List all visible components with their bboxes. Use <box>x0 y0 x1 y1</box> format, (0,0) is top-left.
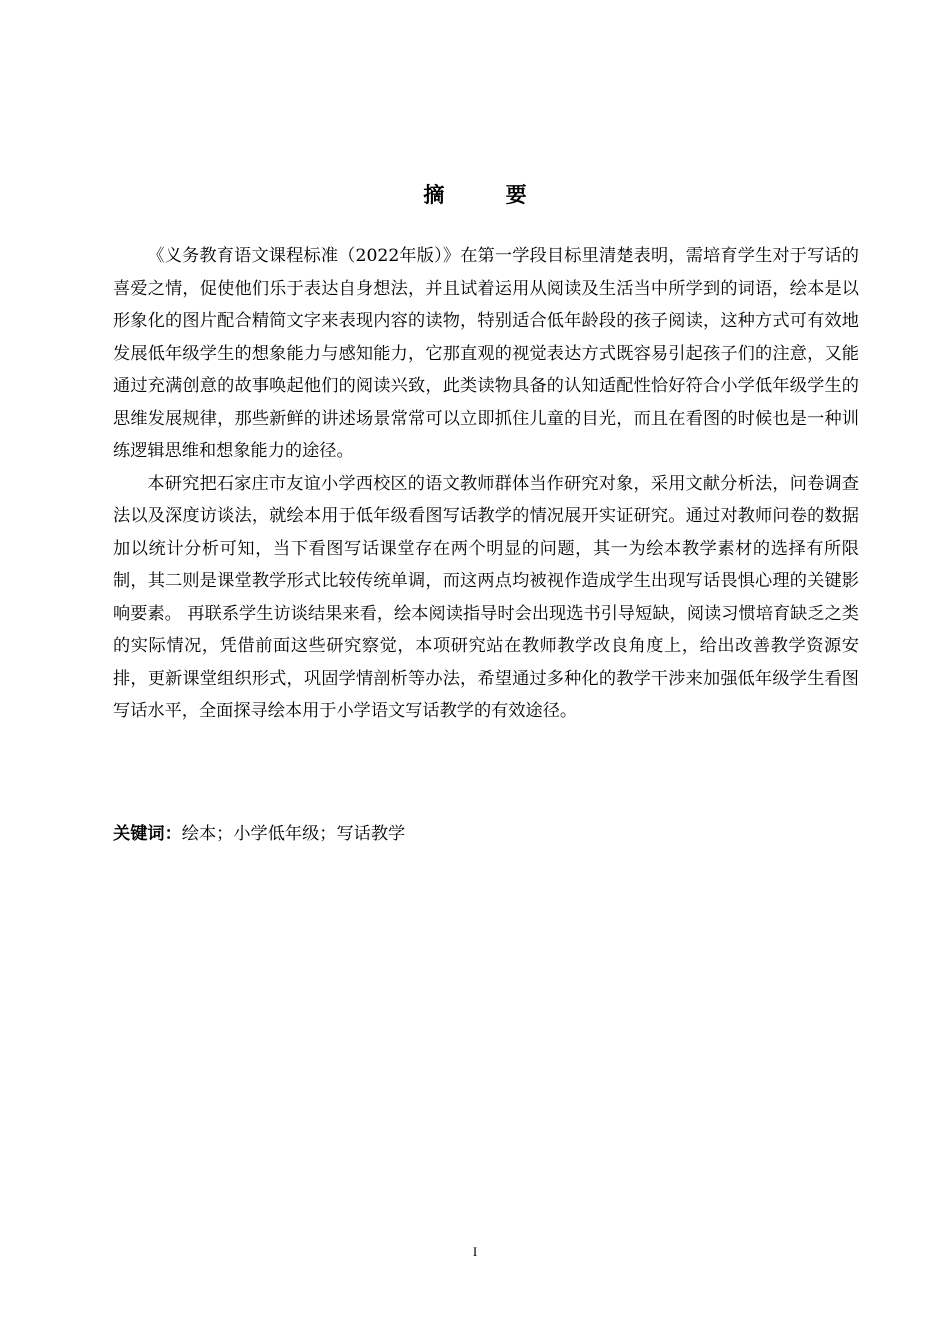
page-number: I <box>472 1244 478 1259</box>
abstract-paragraph-1: 《义务教育语文课程标准（2022年版）》在第一学段目标里清楚表明，需培育学生对于写话的喜爱之情，促使他们乐于表达自身想法，并且试着运用从阅读及生活当中所学到的词语，绘本是以形象化的图片配合精简文字来表现内容的读物，特别适合低年龄段的孩子阅读，这种方式可有效地发展低年级学生的想象能力与感知能力，它那直观的视觉表达方式既容易引起孩子们的注意，又能通过充满创意的故事唤起他们的阅读兴致，此类读物具备的认知适配性恰好符合小学低年级学生的思维发展规律，那些新鲜的讲述场景常常可以立即抓住儿童的目光，而且在看图的时候也是一种训练逻辑思维和想象能力的途径。 <box>113 246 859 461</box>
abstract-title: 摘 要 <box>423 183 554 207</box>
keywords-line <box>113 818 859 850</box>
keywords-label: 关键词： <box>113 824 182 844</box>
keywords-text: 绘本；小学低年级；写话教学 <box>181 824 406 844</box>
abstract-body <box>113 240 859 728</box>
abstract-paragraph-2: 本研究把石家庄市友谊小学西校区的语文教师群体当作研究对象，采用文献分析法，问卷调查法以及深度访谈法，就绘本用于低年级看图写话教学的情况展开实证研究。通过对教师问卷的数据加以统计分析可知，当下看图写话课堂存在两个明显的问题，其一为绘本教学素材的选择有所限制，其二则是课堂教学形式比较传统单调，而这两点均被视作造成学生出现写话畏惧心理的关键影响要素。 再联系学生访谈结果来看，绘本阅读指导时会出现选书引导短缺，阅读习惯培育缺乏之类的实际情况，凭借前面这些研究察觉，本项研究站在教师教学改良角度上，给出改善教学资源安排，更新课堂组织形式，巩固学情剖析等办法，希望通过多种化的教学干涉来加强低年级学生看图写话水平，全面探寻绘本用于小学语文写话教学的有效途径。 <box>113 473 859 721</box>
